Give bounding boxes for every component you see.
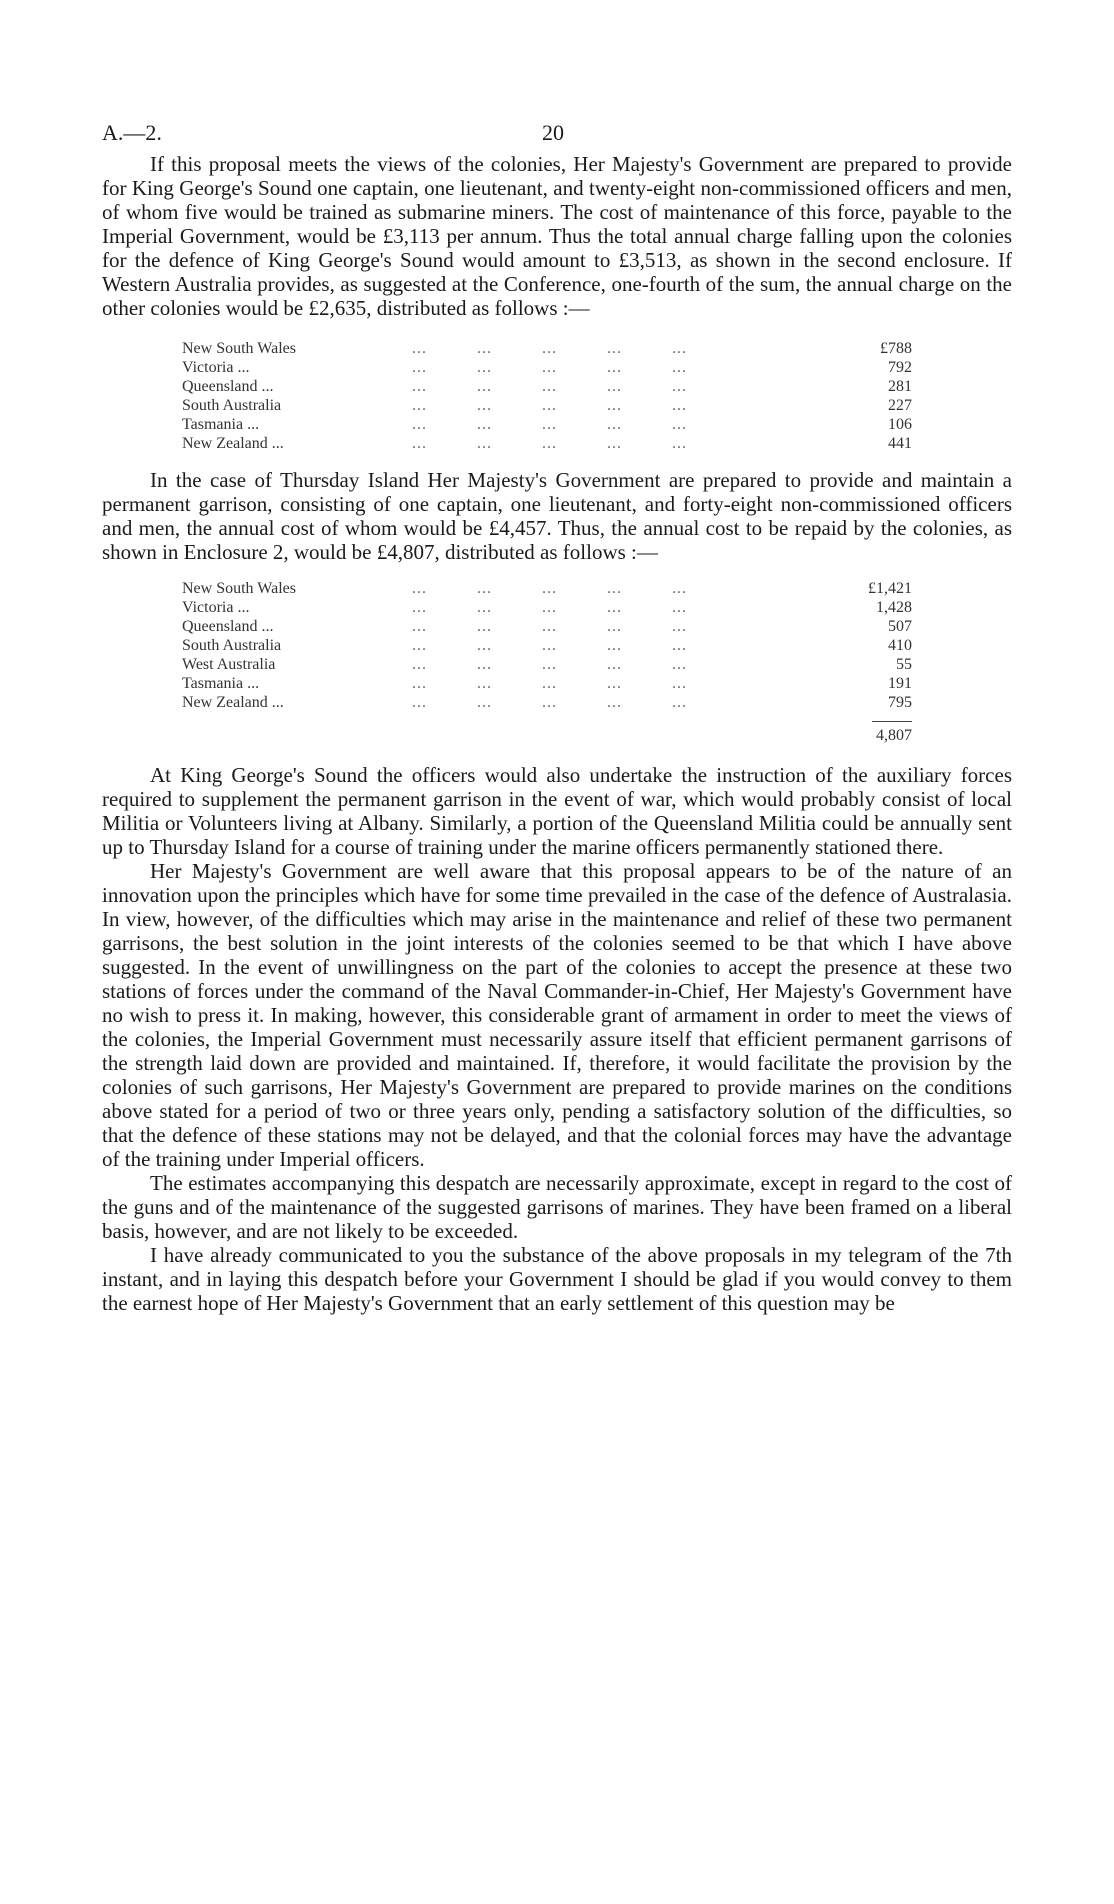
leader-dots: ... ... ... ... ... <box>412 656 687 673</box>
colony-amount: 55 <box>896 656 912 673</box>
table-row <box>182 580 942 599</box>
table-total: 4,807 <box>876 727 912 744</box>
paragraph-innovation: Her Majesty's Government are well aware that this proposal appears to be of the nature of an innovation upon the principles which have for some time prevailed in the case of the defence of Australasia. In view, however, of the difficulties which may arise in the maintenance and relief of these two permanent garrisons, the best solution in the joint interests of the colonies seemed to be that which I have above suggested. In the event of unwillingness on the part of the colonies to accept the presence at these two stations of forces under the command of the Naval Commander-in-Chief, Her Majesty's Government have no wish to press it. In making, however, this considerable grant of armament in order to meet the views of the colonies, the Imperial Government must necessarily assure itself that efficient permanent garrisons of the strength laid down are provided and maintained. If, therefore, it would facilitate the provision by the colonies of such garrisons, Her Majesty's Government are prepared to provide marines on the conditions above stated for a period of two or three years only, pending a satisfactory solution of the difficulties, so that the defence of these stations may not be delayed, and that the colonial forces may have the advantage of the training under Imperial officers. <box>102 859 1012 1171</box>
colony-name: Victoria ... <box>182 599 250 616</box>
page-header <box>102 112 1012 152</box>
colony-amount: 106 <box>888 416 912 433</box>
leader-dots: ... ... ... ... ... <box>412 618 687 635</box>
colony-name: New South Wales <box>182 580 296 597</box>
leader-dots: ... ... ... ... ... <box>412 599 687 616</box>
colony-name: Tasmania ... <box>182 675 260 692</box>
leader-dots: ... ... ... ... ... <box>412 397 687 414</box>
colony-amount: 191 <box>888 675 912 692</box>
colony-amount: £788 <box>880 340 912 357</box>
table-row <box>182 397 942 416</box>
colony-name: West Australia <box>182 656 276 673</box>
colony-amount: 281 <box>888 378 912 395</box>
paragraph-estimates: The estimates accompanying this despatch are necessarily approximate, except in regard to the cost of the guns and of the maintenance of the suggested garrisons of marines. They have been framed on a liberal basis, however, and are not likely to be exceeded. <box>102 1171 1012 1243</box>
table-row <box>182 675 942 694</box>
colony-name: New South Wales <box>182 340 296 357</box>
colony-name: Tasmania ... <box>182 416 260 433</box>
leader-dots: ... ... ... ... ... <box>412 675 687 692</box>
paragraph-telegram: I have already communicated to you the substance of the above proposals in my telegram of the 7th instant, and in laying this despatch before your Government I should be glad if you would convey to them the earnest hope of Her Majesty's Government that an early settlement of this question may be <box>102 1243 1012 1315</box>
table-row <box>182 340 942 359</box>
document-reference: A.—2. <box>102 120 162 145</box>
leader-dots: ... ... ... ... ... <box>412 378 687 395</box>
distribution-table-king-georges-sound <box>102 340 942 454</box>
leader-dots: ... ... ... ... ... <box>412 580 687 597</box>
colony-amount: 507 <box>888 618 912 635</box>
leader-dots: ... ... ... ... ... <box>412 694 687 711</box>
colony-amount: 1,428 <box>876 599 912 616</box>
table-row <box>182 618 942 637</box>
distribution-table-thursday-island <box>102 580 942 749</box>
colony-amount: 441 <box>888 435 912 452</box>
colony-amount: 227 <box>888 397 912 414</box>
colony-amount: 795 <box>888 694 912 711</box>
leader-dots: ... ... ... ... ... <box>412 359 687 376</box>
colony-name: Queensland ... <box>182 378 274 395</box>
leader-dots: ... ... ... ... ... <box>412 416 687 433</box>
colony-amount: 792 <box>888 359 912 376</box>
table-row <box>182 694 942 713</box>
colony-name: New Zealand ... <box>182 435 284 452</box>
leader-dots: ... ... ... ... ... <box>412 637 687 654</box>
colony-name: Queensland ... <box>182 618 274 635</box>
leader-dots: ... ... ... ... ... <box>412 435 687 452</box>
total-rule <box>182 713 942 727</box>
colony-name: New Zealand ... <box>182 694 284 711</box>
leader-dots: ... ... ... ... ... <box>412 340 687 357</box>
table-row <box>182 416 942 435</box>
paragraph-thursday-island: In the case of Thursday Island Her Majesty's Government are prepared to provide and maintain a permanent garrison, consisting of one captain, one lieutenant, and forty-eight non-commissioned officers and men, the annual cost of whom would be £4,457. Thus, the annual cost to be repaid by the colonies, as shown in Enclosure 2, would be £4,807, distributed as follows :— <box>102 468 1012 564</box>
paragraph-instruction: At King George's Sound the officers would also undertake the instruction of the auxiliary forces required to supplement the permanent garrison in the event of war, which would probably consist of local Militia or Volunteers living at Albany. Similarly, a portion of the Queensland Militia could be annually sent up to Thursday Island for a course of training under the marine officers permanently stationed there. <box>102 763 1012 859</box>
paragraph-king-georges-sound: If this proposal meets the views of the colonies, Her Majesty's Government are prepared to provide for King George's Sound one captain, one lieutenant, and twenty-eight non-commissioned officers and men, of whom five would be trained as submarine miners. The cost of maintenance of this force, payable to the Imperial Government, would be £3,113 per annum. Thus the total annual charge falling upon the colonies for the defence of King George's Sound would amount to £3,513, as shown in the second enclosure. If Western Australia provides, as suggested at the Conference, one-fourth of the sum, the annual charge on the other colonies would be £2,635, distributed as follows :— <box>102 152 1012 320</box>
table-row <box>182 637 942 656</box>
table-row <box>182 378 942 397</box>
table-row <box>182 435 942 454</box>
table-row <box>182 359 942 378</box>
table-row <box>182 599 942 618</box>
page-number: 20 <box>542 120 564 145</box>
colony-amount: 410 <box>888 637 912 654</box>
colony-name: Victoria ... <box>182 359 250 376</box>
table-total-row <box>182 727 942 749</box>
table-row <box>182 656 942 675</box>
colony-name: South Australia <box>182 637 282 654</box>
document-page <box>102 112 1012 1315</box>
colony-name: South Australia <box>182 397 282 414</box>
colony-amount: £1,421 <box>868 580 912 597</box>
